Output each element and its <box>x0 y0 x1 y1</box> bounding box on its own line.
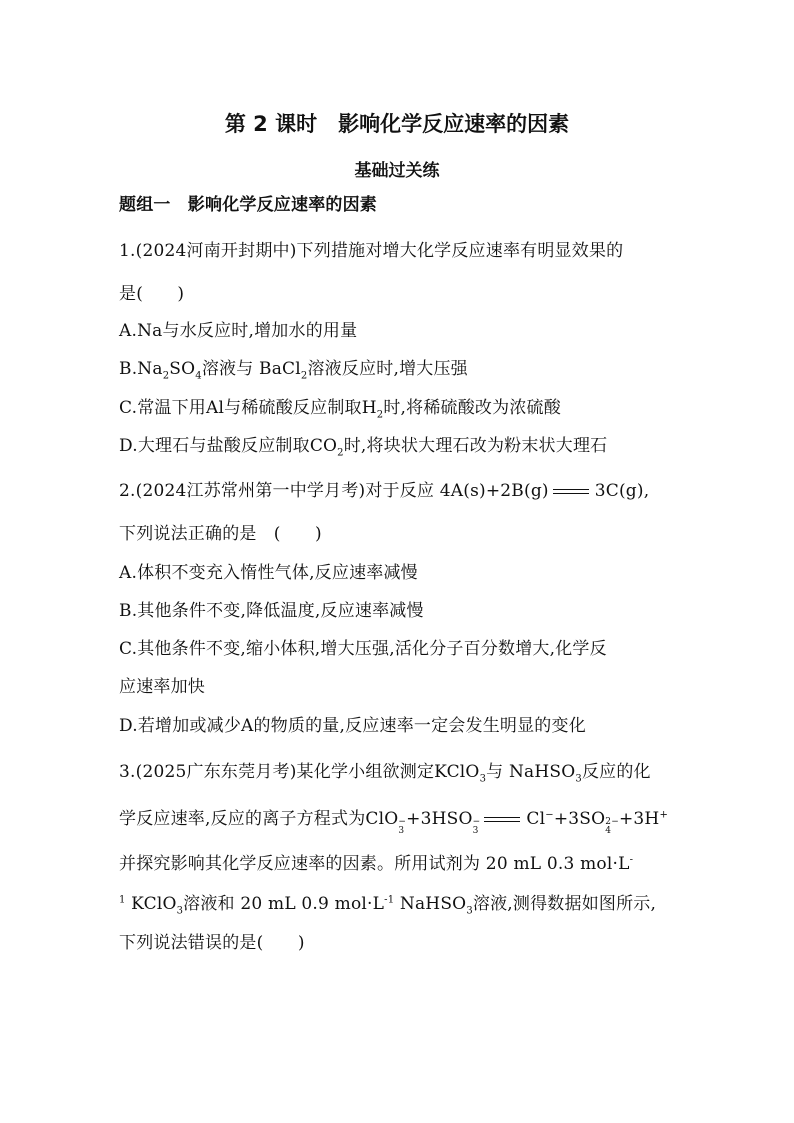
q3-sup-3: − <box>545 809 554 821</box>
question-2-option-d: D.若增加或减少A的物质的量,反应速率一定会发生明显的变化 <box>119 716 586 736</box>
q3-sub-5: 4 <box>605 826 612 836</box>
option-c-text-2: 时,将稀硫酸改为浓硫酸 <box>383 398 561 418</box>
q3-text-2: 与 NaHSO <box>486 762 576 782</box>
q3-text-1: 3.(2025广东东莞月考)某化学小组欲测定KClO <box>119 762 480 782</box>
ion-so4 <box>605 818 619 836</box>
option-d-text-1: D.大理石与盐酸反应制取CO <box>119 436 338 456</box>
q3-text-7: NaHSO <box>394 894 467 914</box>
question-3-stem-line-5: 下列说法错误的是( ) <box>119 933 305 953</box>
question-3-stem-line-3 <box>119 853 633 875</box>
question-3-stem-line-4 <box>119 893 656 915</box>
page-title: 第 2 课时 影响化学反应速率的因素 <box>224 112 570 136</box>
option-c-sub-1: 2 <box>376 409 384 421</box>
q3-sub-3: 3 <box>398 826 405 836</box>
option-d-sub-1: 2 <box>337 447 344 459</box>
option-b-text-3: 溶液与 BaCl <box>201 359 301 379</box>
question-2-option-c-line-1: C.其他条件不变,缩小体积,增大压强,活化分子百分数增大,化学反 <box>119 639 607 659</box>
option-d-text-2: 时,将块状大理石改为粉末状大理石 <box>343 436 608 456</box>
q3-text-4: 并探究影响其化学反应速率的因素。所用试剂为 20 mL 0.3 mol·L <box>119 854 630 874</box>
q3-sub-6: 3 <box>176 905 184 917</box>
question-1-option-d <box>119 435 607 457</box>
question-1-option-b <box>119 358 468 380</box>
q3-sub-7: 3 <box>466 905 473 917</box>
q3-sup-6: - <box>629 854 634 866</box>
option-b-sub-1: 2 <box>162 370 170 382</box>
question-2-option-a: A.体积不变充入惰性气体,反应速率减慢 <box>119 563 418 583</box>
question-2-stem-line-1 <box>119 480 649 502</box>
q2-stem-text-2: 3C(g), <box>594 481 650 501</box>
group-heading: 题组一 影响化学反应速率的因素 <box>119 195 377 215</box>
q3-eq-text-4: +3SO <box>553 809 606 829</box>
ion-clo3 <box>398 818 406 836</box>
question-2-stem-line-2: 下列说法正确的是 ( ) <box>119 524 322 544</box>
question-3-stem-line-2 <box>119 808 668 836</box>
q3-sup-7: 1 <box>119 894 126 906</box>
q3-sup-1: − <box>398 817 407 827</box>
q3-sub-2: 3 <box>575 773 582 785</box>
question-1-option-a: A.Na与水反应时,增加水的用量 <box>119 321 358 341</box>
q3-sup-5: + <box>659 809 669 821</box>
q3-sub-1: 3 <box>479 773 487 785</box>
question-1-option-c <box>119 397 561 419</box>
question-2-option-c-line-2: 应速率加快 <box>119 677 205 697</box>
option-b-text-4: 溶液反应时,增大压强 <box>307 359 468 379</box>
q3-eq-text-5: +3H <box>618 809 660 829</box>
option-c-text-1: C.常温下用Al与稀硫酸反应制取H <box>119 398 377 418</box>
equilibrium-arrow-icon <box>553 487 589 497</box>
q3-eq-text-3: Cl <box>526 809 546 829</box>
question-1-stem-line-1: 1.(2024河南开封期中)下列措施对增大化学反应速率有明显效果的 <box>119 241 624 261</box>
equals-sign-icon <box>484 815 520 825</box>
option-b-sub-3: 2 <box>300 370 308 382</box>
q3-eq-text-2: +3HSO <box>406 809 473 829</box>
q3-text-8: 溶液,测得数据如图所示, <box>472 894 657 914</box>
q3-text-6: 溶液和 20 mL 0.9 mol·L <box>183 894 385 914</box>
q3-text-3: 反应的化 <box>581 762 651 782</box>
ion-hso3 <box>473 818 481 836</box>
question-1-stem-line-2: 是( ) <box>119 284 185 304</box>
q2-stem-text-1: 2.(2024江苏常州第一中学月考)对于反应 4A(s)+2B(g) <box>119 481 549 501</box>
option-b-sub-2: 4 <box>195 370 202 382</box>
option-b-text-2: SO <box>169 359 196 379</box>
q3-eq-text-1: 学反应速率,反应的离子方程式为ClO <box>119 809 399 829</box>
q3-text-5: KClO <box>125 894 177 914</box>
q3-sup-2: − <box>472 817 481 827</box>
q3-sub-4: 3 <box>472 826 479 836</box>
q3-sup-4: 2− <box>605 817 619 827</box>
option-b-text-1: B.Na <box>119 359 163 379</box>
question-2-option-b: B.其他条件不变,降低温度,反应速率减慢 <box>119 601 424 621</box>
q3-sup-8: -1 <box>384 894 395 906</box>
section-subtitle: 基础过关练 <box>354 161 440 181</box>
question-3-stem-line-1 <box>119 761 651 783</box>
